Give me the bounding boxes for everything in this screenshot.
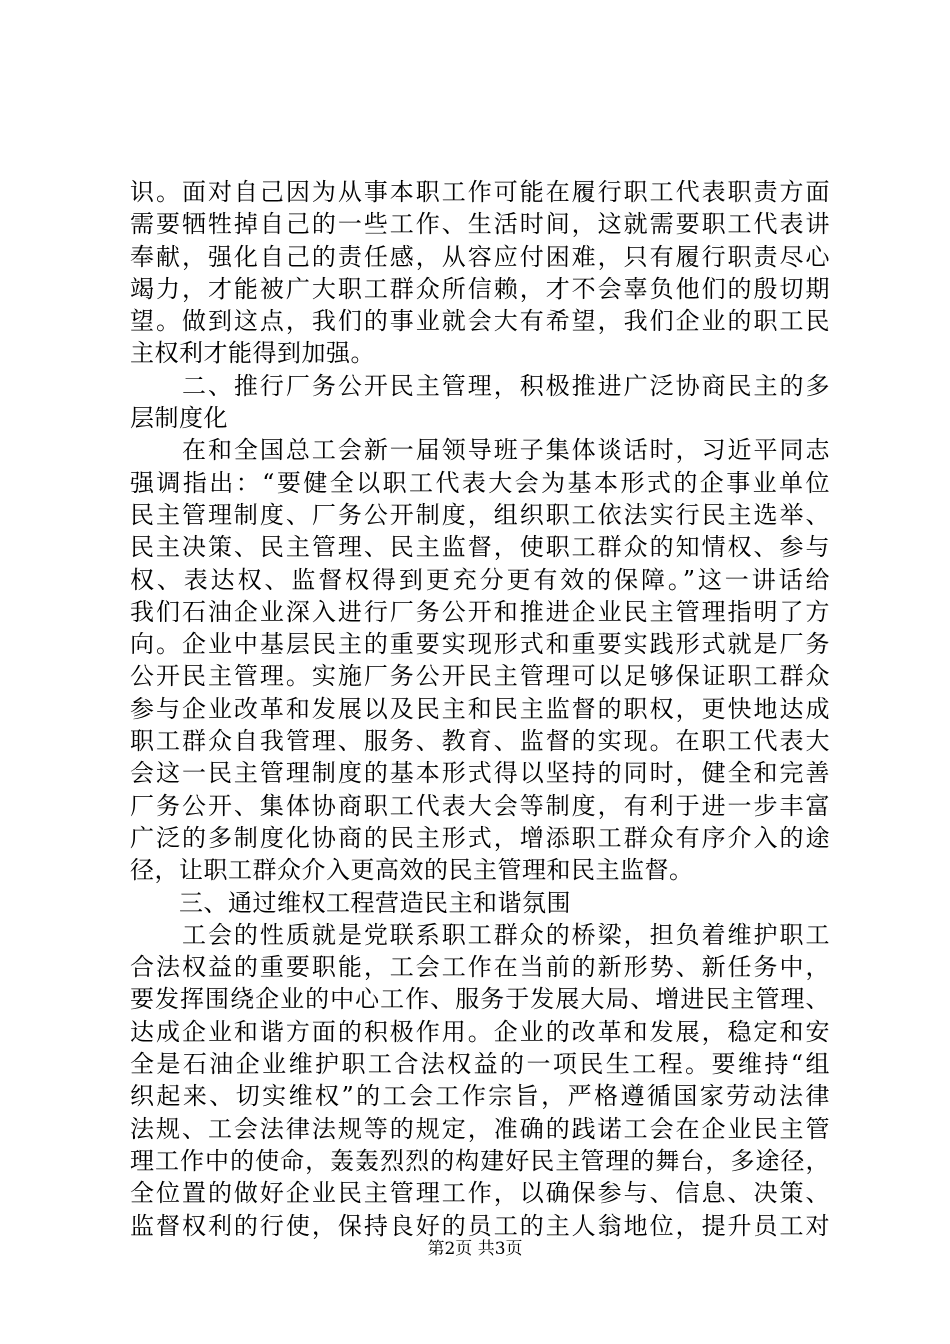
- section-heading: 三、通过维权工程营造民主和谐氛围: [130, 888, 571, 917]
- text-line: 要发挥围绕企业的中心工作、服务于发展大局、增进民主管理、: [130, 985, 830, 1014]
- text-line: 竭力，才能被广大职工群众所信赖，才不会辜负他们的殷切期: [130, 274, 830, 303]
- text-line: 望。做到这点，我们的事业就会大有希望，我们企业的职工民: [130, 307, 830, 336]
- text-line: 奉献，强化自己的责任感，从容应付困难，只有履行职责尽心: [130, 242, 830, 271]
- text-line: 公开民主管理。实施厂务公开民主管理可以足够保证职工群众: [130, 662, 830, 691]
- text-line: 在和全国总工会新一届领导班子集体谈话时，习近平同志: [130, 436, 830, 465]
- text-line: 会这一民主管理制度的基本形式得以坚持的同时，健全和完善: [130, 759, 830, 788]
- text-line: 全是石油企业维护职工合法权益的一项民生工程。要维持“组: [130, 1050, 830, 1079]
- section-heading: 二、推行厂务公开民主管理，积极推进广泛协商民主的多: [130, 371, 830, 400]
- text-line: 向。企业中基层民主的重要实现形式和重要实践形式就是厂务: [130, 630, 830, 659]
- text-line: 识。面对自己因为从事本职工作可能在履行职工代表职责方面: [130, 178, 830, 206]
- text-line: 主权利才能得到加强。: [130, 339, 375, 368]
- text-line: 权、表达权、监督权得到更充分更有效的保障。”这一讲话给: [130, 565, 830, 594]
- text-line: 径，让职工群众介入更高效的民主管理和民主监督。: [130, 856, 694, 885]
- text-line: 全位置的做好企业民主管理工作，以确保参与、信息、决策、: [130, 1179, 830, 1208]
- text-line: 法规、工会法律法规等的规定，准确的践诺工会在企业民主管: [130, 1114, 830, 1143]
- document-body: [130, 176, 830, 1242]
- text-line: 达成企业和谐方面的积极作用。企业的改革和发展，稳定和安: [130, 1017, 830, 1046]
- text-line: 广泛的多制度化协商的民主形式，增添职工群众有序介入的途: [130, 823, 830, 852]
- text-line: 厂务公开、集体协商职工代表大会等制度，有利于进一步丰富: [130, 791, 830, 820]
- text-line: 监督权利的行使，保持良好的员工的主人翁地位，提升员工对: [130, 1211, 830, 1240]
- text-line: 民主管理制度、厂务公开制度，组织职工依法实行民主选举、: [130, 500, 830, 529]
- text-line: 参与企业改革和发展以及民主和民主监督的职权，更快地达成: [130, 694, 830, 723]
- text-line: 职工群众自我管理、服务、教育、监督的实现。在职工代表大: [130, 727, 830, 756]
- text-line: 理工作中的使命，轰轰烈烈的构建好民主管理的舞台，多途径，: [130, 1146, 830, 1175]
- section-heading: 层制度化: [130, 404, 228, 433]
- text-line: 强调指出：“要健全以职工代表大会为基本形式的企事业单位: [130, 468, 830, 497]
- text-line: 我们石油企业深入进行厂务公开和推进企业民主管理指明了方: [130, 597, 830, 626]
- page-number-footer: 第2页 共3页: [427, 1239, 523, 1259]
- text-line: 工会的性质就是党联系职工群众的桥梁，担负着维护职工: [130, 920, 830, 949]
- text-line: 民主决策、民主管理、民主监督，使职工群众的知情权、参与: [130, 533, 830, 562]
- text-line: 织起来、切实维权”的工会工作宗旨，严格遵循国家劳动法律: [130, 1082, 830, 1111]
- text-line: 合法权益的重要职能，工会工作在当前的新形势、新任务中，: [130, 953, 830, 982]
- text-line: 需要牺牲掉自己的一些工作、生活时间，这就需要职工代表讲: [130, 210, 830, 239]
